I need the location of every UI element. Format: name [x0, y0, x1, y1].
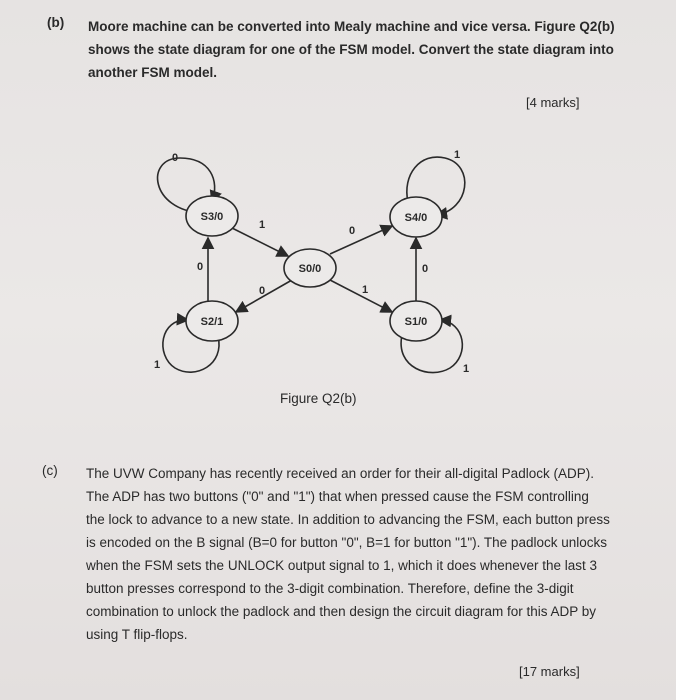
state-s4-label: S4/0 [404, 212, 428, 224]
edge-label-s2-s3: 0 [197, 261, 204, 273]
part-c-question [86, 462, 610, 646]
part-b-line: shows the state diagram for one of the FSM model. Convert the state diagram into [88, 42, 614, 57]
part-c-label: (c) [42, 463, 58, 478]
part-c-marks: [17 marks] [519, 664, 580, 679]
edge-label-s3-s0: 1 [259, 219, 266, 231]
state-s1-label: S1/0 [404, 316, 428, 328]
state-diagram [140, 140, 490, 380]
edge-label-s1-self: 1 [463, 363, 470, 375]
part-c-line: The ADP has two buttons ("0" and "1") that when pressed cause the FSM controlling [86, 489, 589, 504]
part-c-line: using T flip-flops. [86, 627, 188, 642]
state-s2 [186, 301, 238, 341]
edge-label-s3-self: 0 [172, 152, 179, 164]
state-s3 [186, 196, 238, 236]
state-s0-label: S0/0 [298, 263, 322, 275]
edge-label-s2-self: 1 [154, 359, 161, 371]
part-b-marks: [4 marks] [526, 95, 580, 110]
figure-caption: Figure Q2(b) [280, 391, 357, 406]
state-s1 [390, 301, 442, 341]
state-s2-label: S2/1 [200, 316, 224, 328]
edge-label-s1-s4: 0 [422, 263, 429, 275]
part-c-line: when the FSM sets the UNLOCK output signal to 1, which it does whenever the last 3 [86, 558, 598, 573]
edge-s0-s4 [330, 226, 392, 254]
part-c-line: combination to unlock the padlock and then design the circuit diagram for this ADP by [86, 604, 597, 619]
state-s3-label: S3/0 [200, 211, 224, 223]
state-s4 [390, 197, 442, 237]
state-s0 [284, 249, 336, 287]
part-b-line: another FSM model. [88, 65, 218, 80]
part-c-line: the lock to advance to a new state. In addition to advancing the FSM, each button press [86, 512, 610, 527]
edge-label-s4-self: 1 [454, 149, 461, 161]
edge-s3-s0 [232, 228, 288, 256]
part-c-line: button presses correspond to the 3-digit combination. Therefore, define the 3-digit [86, 581, 574, 596]
part-c-line: is encoded on the B signal (B=0 for button "0", B=1 for button "1"). The padlock unlocks [86, 535, 607, 550]
edge-s0-s1 [330, 280, 392, 312]
part-b-label: (b) [47, 15, 65, 30]
part-b-line: Moore machine can be converted into Mealy machine and vice versa. Figure Q2(b) [88, 19, 615, 34]
edge-label-s0-s4: 0 [349, 225, 356, 237]
part-b-question [88, 15, 615, 84]
edge-label-s0-s2: 0 [259, 285, 266, 297]
part-c-line: The UVW Company has recently received an order for their all-digital Padlock (ADP). [86, 466, 594, 481]
edge-label-s0-s1: 1 [362, 284, 369, 296]
